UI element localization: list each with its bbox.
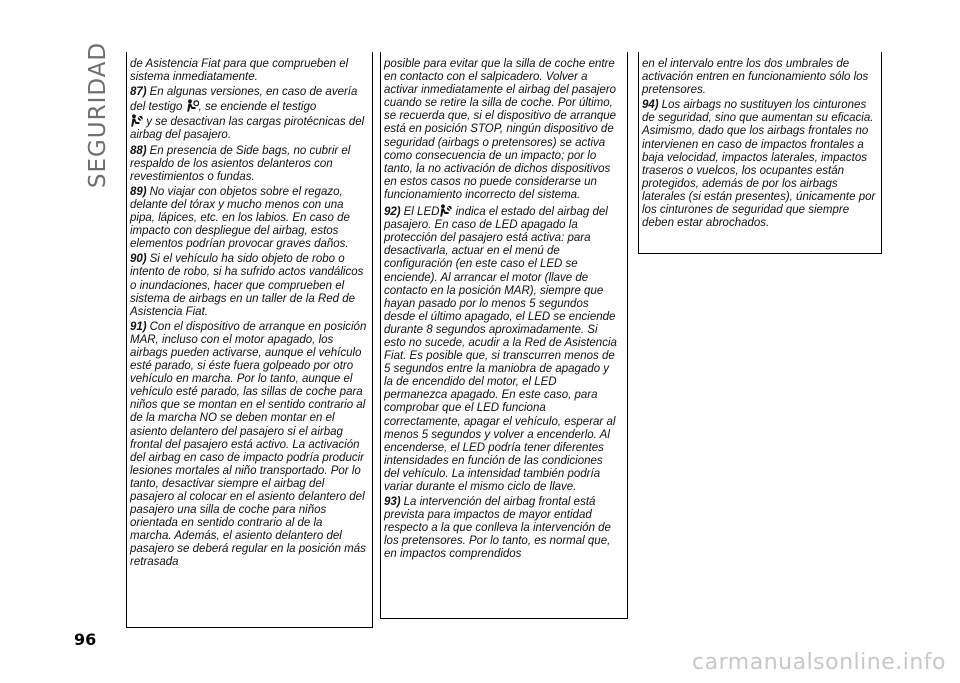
warning-text: Con el dispositivo de arranque en posición MAR, incluso con el motor apagado, los airbags pueden activarse, aunque el vehículo esté parado, si éste fuera golpeado por otro vehículo en marcha. Por lo tanto, aunque el vehículo esté parado, las sillas de coche para niños que se montan en el sentido contrario al de la marcha NO se deben montar en el asiento delantero del pasajero si el airbag frontal del pasajero está activo. La activación del airbag en caso de impacto podría producir lesiones mortales al niño transportado. Por lo tanto, desactivar siempre el airbag del pasajero al colocar en el asiento delantero del pasajero una silla de coche para niños orientada en sentido contrario al de la marcha. Además, el asiento delantero del pasajero se deberá regular en la posición más retrasada: [130, 320, 367, 569]
warning-text-end: y se desactivan las cargas pirotécnicas del airbag del pasajero.: [130, 116, 365, 142]
column-3-left-rule: [638, 52, 639, 254]
warning-90: [130, 253, 367, 318]
warning-91: [130, 321, 367, 570]
section-title: SEGURIDAD: [85, 41, 111, 189]
warning-text: Si el vehículo ha sido objeto de robo o intento de robo, si ha sufrido actos vandálicos o inundaciones, hacer que comprueben el sistema de airbags en un taller de la Red de Asistencia Fiat.: [130, 253, 364, 318]
warning-text: En algunas versiones, en caso de avería del testigo: [130, 86, 358, 114]
warning-text-cont: indica el estado del airbag del pasajero. En caso de LED apagado la protección del pasajero está activa: para desactivarla, actuar en el menú de configuración (en este caso el LED se enciende). Al arrancar el motor (llave de contacto en la posición MAR), siempre que hayan pasado por lo menos 5 segundos desde el último apagado, el LED se enciende durante 8 segundos aproximadamente. Si esto no sucede, acudir a la Red de Asistencia Fiat. Es posible que, si transcurren menos de 5 segundos entre la maniobra de apagado y la de encendido del motor, el LED permanezca apagado. En este caso, para comprobar que el LED funciona correctamente, apagar el vehículo, esperar al menos 5 segundos y volver a encenderlo. Al encenderse, el LED podría tener diferentes intensidades en función de las condiciones del vehículo. La intensidad también podría variar durante el mismo ciclo de llave.: [384, 206, 617, 493]
warning-number: 91): [130, 320, 147, 333]
warning-text: El LED: [403, 206, 440, 219]
warning-number: 90): [130, 253, 147, 266]
warning-number: 88): [130, 144, 147, 157]
warning-text-cont: , se enciende el testigo: [198, 101, 317, 114]
warning-number: 89): [130, 185, 147, 198]
warning-number: 87): [130, 86, 147, 99]
paragraph-intro: en el intervalo entre los dos umbrales de activación entren en funcionamiento sólo los pretensores.: [642, 58, 869, 97]
airbag-warning-icon: [186, 99, 199, 112]
warning-88: [130, 145, 367, 184]
paragraph-intro: de Asistencia Fiat para que comprueben el sistema inmediatamente.: [130, 58, 349, 84]
warning-column-3: [642, 58, 879, 232]
warning-text: En presencia de Side bags, no cubrir el respaldo de los asientos delanteros con revestimientos o fundas.: [130, 144, 351, 183]
airbag-led-icon: [439, 204, 452, 217]
warning-number: 94): [642, 99, 659, 112]
warning-text: No viajar con objetos sobre el regazo, delante del tórax y mucho menos con una pipa, lápices, etc. en los labios. En caso de impacto con despliegue del airbag, estos elementos podrían provocar graves daños.: [130, 185, 350, 251]
warning-number: 92): [384, 206, 401, 219]
column-2-right-rule: [627, 52, 628, 619]
warning-94: [642, 99, 879, 230]
warning-93: [384, 496, 621, 561]
column-1-bottom-rule: [126, 627, 373, 628]
warning-text: La intervención del airbag frontal está prevista para impactos de mayor entidad respecto a la que conlleva la intervención de los pretensores. Por lo tanto, es normal que, en impactos comprendidos: [384, 496, 611, 561]
column-3-right-rule: [881, 52, 882, 254]
column-3-bottom-rule: [638, 253, 882, 254]
warning-text: Los airbags no sustituyen los cinturones de seguridad, sino que aumentan su eficacia. Asimismo, dado que los airbags frontales no intervienen en caso de impactos frontales a baja velocidad, impactos laterales, impactos traseros o vuelcos, los ocupantes están protegidos, además de por los airbags laterales (si están presentes), únicamente por los cinturones de seguridad que siempre deben estar abrochados.: [642, 99, 876, 230]
column-2-bottom-rule: [380, 618, 628, 619]
column-1-left-rule: [126, 52, 127, 628]
warning-number: 93): [384, 496, 401, 509]
page-number: 96: [74, 630, 97, 649]
watermark: carmanualsonline.info: [692, 650, 946, 675]
warning-87: [130, 86, 367, 142]
warning-89: [130, 186, 367, 251]
warning-column-1: [130, 58, 367, 572]
column-1-right-rule: [372, 52, 373, 628]
warning-column-2: [384, 58, 621, 564]
airbag-deactivated-icon: [130, 114, 143, 127]
warning-92: [384, 204, 621, 494]
paragraph-intro: posible para evitar que la silla de coche entre en contacto con el salpicadero. Volver a activar inmediatamente el airbag del pasajero cuando se retire la silla de coche. Por último, se recuerda que, si el dispositivo de arranque está en posición STOP, ningún dispositivo de seguridad (airbags o pretensores) se activa como consecuencia de un impacto; por lo tanto, la no activación de dichos dispositivos en estos casos no puede considerarse un funcionamiento incorrecto del sistema.: [384, 58, 617, 201]
column-2-left-rule: [380, 52, 381, 619]
